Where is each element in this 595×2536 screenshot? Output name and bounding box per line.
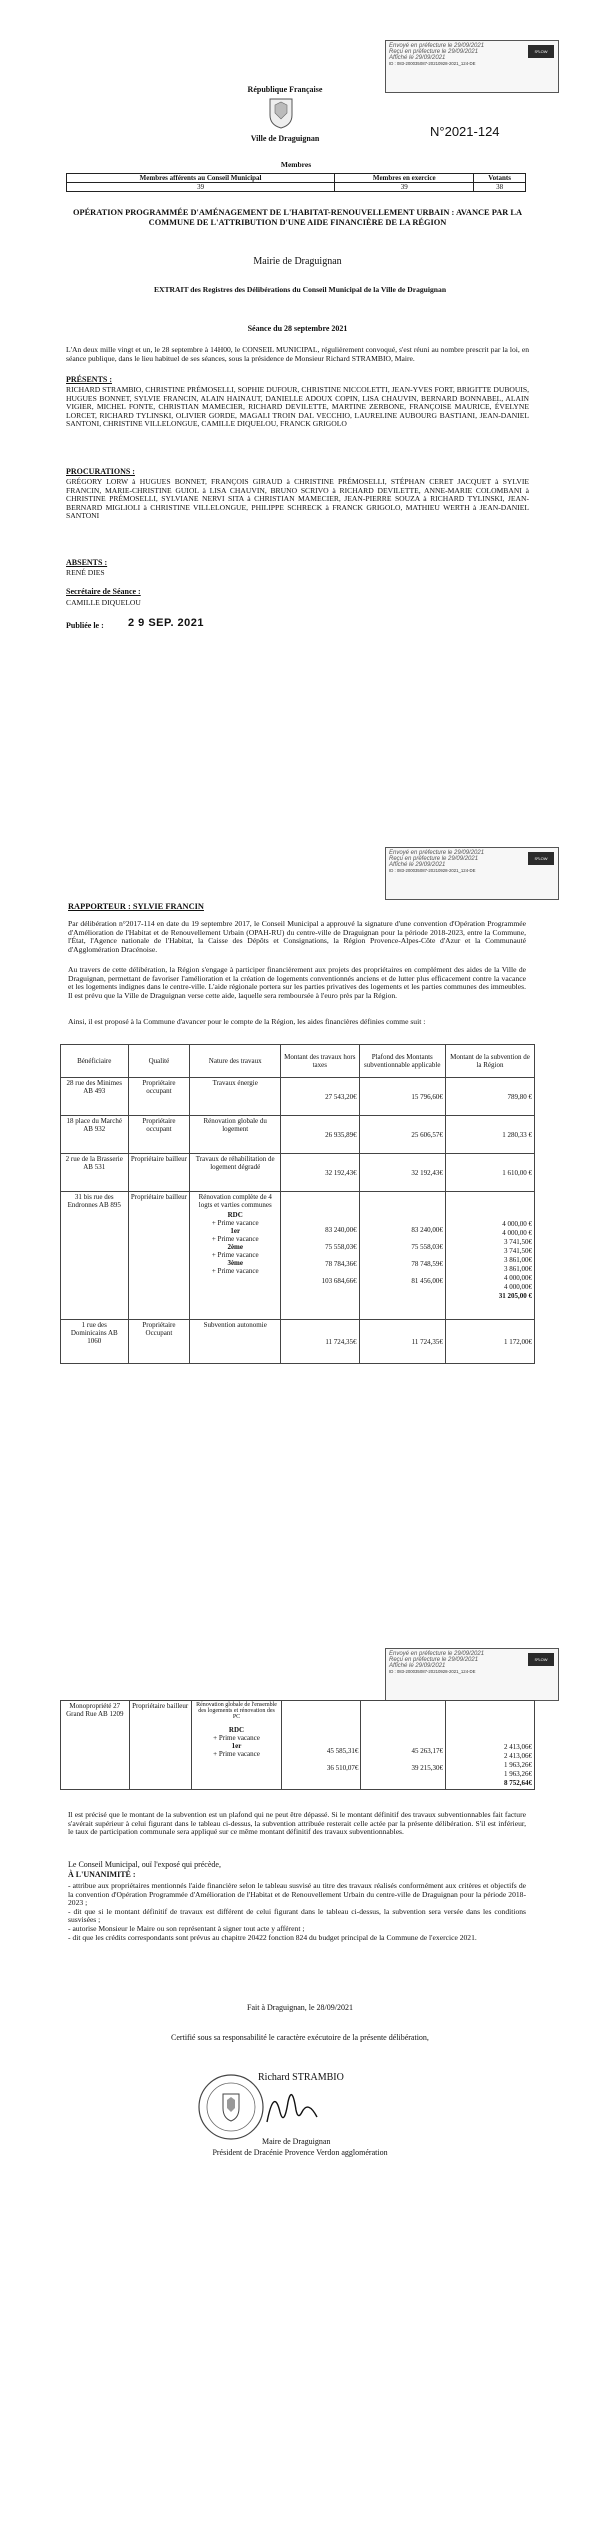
value-line: 36 510,07€ bbox=[326, 1764, 359, 1772]
paragraph-3: Ainsi, il est proposé à la Commune d'avancer pour le compte de la Région, les aides financières définies comme suit : bbox=[68, 1017, 426, 1026]
presents-label: PRÉSENTS : bbox=[66, 375, 113, 384]
column-header: Plafond des Montants subventionnable applicable bbox=[359, 1045, 445, 1078]
stamp-line: Reçu en préfecture le 29/09/2021 bbox=[389, 49, 479, 55]
cell-montant: 26 935,89€ bbox=[281, 1116, 360, 1154]
sub-line: 1er bbox=[231, 1742, 242, 1750]
official-seal-icon bbox=[196, 2072, 266, 2142]
stamp-id: ID : 083-200035087-20210928-2021_124-DE bbox=[389, 61, 476, 66]
cell-beneficiaire: 2 rue de la Brasserie AB 531 bbox=[61, 1154, 129, 1192]
stamp-line: Envoyé en préfecture le 29/09/2021 bbox=[389, 1651, 485, 1657]
sub-line: RDC bbox=[227, 1211, 243, 1219]
value-line: 2 413,06€ bbox=[504, 1752, 532, 1760]
stamp-line: Reçu en préfecture le 29/09/2021 bbox=[389, 856, 479, 862]
table-row bbox=[61, 1116, 535, 1154]
rapporteur-label: RAPPORTEUR : SYLVIE FRANCIN bbox=[68, 902, 204, 911]
cell-subvention: 1 280,33 € bbox=[445, 1116, 534, 1154]
value-line: 3 741,50€ bbox=[504, 1238, 532, 1246]
stamp-logo: S²LOW bbox=[528, 852, 554, 865]
cell-qualite: Propriétaire bailleur bbox=[128, 1154, 190, 1192]
column-header: Bénéficiaire bbox=[61, 1045, 129, 1078]
cell-qualite: Propriétaire occupant bbox=[128, 1116, 190, 1154]
cell-montant: 11 724,35€ bbox=[281, 1320, 360, 1364]
table-row bbox=[61, 1192, 535, 1320]
column-header: Montant de la subvention de la Région bbox=[445, 1045, 534, 1078]
members-value: 39 bbox=[335, 183, 474, 192]
subsidies-table-continued bbox=[60, 1700, 535, 1790]
decisions-list bbox=[68, 1882, 526, 1942]
members-title: Membres bbox=[280, 160, 312, 169]
value-line: 78 784,36€ bbox=[325, 1260, 357, 1268]
cell-subvention: 1 610,00 € bbox=[445, 1154, 534, 1192]
cell-subvention: 1 172,00€ bbox=[445, 1320, 534, 1364]
signature-icon bbox=[262, 2082, 322, 2132]
stamp-line: Affiché le 29/09/2021 bbox=[389, 55, 446, 61]
cell-subvention: 789,80 € bbox=[445, 1078, 534, 1116]
members-header: Membres en exercice bbox=[335, 174, 474, 183]
presents-list: RICHARD STRAMBIO, CHRISTINE PRÉMOSELLI, SOPHIE DUFOUR, CHRISTINE NICCOLETTI, JEAN-YVES FORT, BRIGITTE DUBOUIS, HUGUES BONNET, SYLVIE FRANCIN, ALAIN HAINAUT, DANIELLE ADOUX COPIN, LISA CHAUVIN, BERNARD BONNABEL, ALAIN VIGIER, MICHEL FONTE, CHRISTIAN MAMECIER, RICHARD DEVILETTE, MARTINE ZERBONE, FRANÇOISE MAURICE, ÉVELYNE LORCET, RICHARD TYLINSKI, OLIVIER GORDE, MAGALI TROIN DAL VECCHIO, LAURELINE AUBOURG BASTIANI, JEAN-DANIEL SANTONI, CHRISTINE VILLELONGUE, CAMILLE DIQUELOU, FRANCK GRIGOLO bbox=[66, 385, 529, 429]
cell-plafond: 25 606,57€ bbox=[359, 1116, 445, 1154]
decision-item: - dit que les crédits correspondants sont prévus au chapitre 20422 fonction 824 du budget principal de la Commune de l'exercice 2021. bbox=[68, 1932, 477, 1942]
value-line: 3 741,50€ bbox=[504, 1247, 532, 1255]
value-line: 4 000,00 € bbox=[502, 1229, 532, 1237]
table-row bbox=[61, 1078, 535, 1116]
value-line: 2 413,06€ bbox=[504, 1743, 532, 1751]
value-line: 103 684,66€ bbox=[321, 1277, 357, 1285]
row-total: 8 752,64€ bbox=[504, 1779, 532, 1787]
value-line: 45 263,17€ bbox=[411, 1747, 443, 1755]
prefecture-stamp bbox=[385, 40, 559, 93]
sub-line: 2ème bbox=[227, 1243, 243, 1251]
intro-paragraph: L'An deux mille vingt et un, le 28 septembre à 14H00, le CONSEIL MUNICIPAL, régulièrement convoqué, s'est réuni au nombre prescrit par la loi, en séance publique, dans le lieu habituel de ses séances, sous la présidence de Monsieur Richard STRAMBIO, Maire. bbox=[66, 345, 529, 363]
procurations-label: PROCURATIONS : bbox=[66, 467, 135, 476]
secretaire-name: CAMILLE DIQUELOU bbox=[66, 598, 141, 607]
value-line: 78 748,59€ bbox=[411, 1260, 443, 1268]
cell-beneficiaire: Monopropriété 27 Grand Rue AB 1209 bbox=[61, 1701, 130, 1790]
cell-plafond: 11 724,35€ bbox=[359, 1320, 445, 1364]
table-row bbox=[61, 1320, 535, 1364]
value-line: 83 240,00€ bbox=[325, 1226, 357, 1234]
cell-nature bbox=[190, 1192, 281, 1320]
members-value: 38 bbox=[474, 183, 526, 192]
fait-line: Fait à Draguignan, le 28/09/2021 bbox=[247, 2003, 353, 2012]
cell-plafond: 32 192,43€ bbox=[359, 1154, 445, 1192]
value-line: 75 558,03€ bbox=[325, 1243, 357, 1251]
row-total: 31 205,00 € bbox=[498, 1292, 532, 1300]
value-line: 39 215,30€ bbox=[411, 1764, 443, 1772]
members-value: 39 bbox=[67, 183, 335, 192]
value-line: 81 456,00€ bbox=[411, 1277, 443, 1285]
cell-subvention bbox=[445, 1701, 534, 1790]
stamp-line: Envoyé en préfecture le 29/09/2021 bbox=[389, 43, 485, 49]
value-line: 1 963,26€ bbox=[504, 1761, 532, 1769]
conseil-label: Le Conseil Municipal, ouï l'exposé qui précède, bbox=[68, 1860, 221, 1869]
unanimite-label: À L'UNANIMITÉ : bbox=[68, 1870, 136, 1879]
cell-plafond: 15 796,60€ bbox=[359, 1078, 445, 1116]
decision-item: - attribue aux propriétaires mentionnés l'aide financière selon le tableau susvisé au titre des travaux réalisés conformément aux critères et objectifs de la convention d'Opération Programmée d'Amélioration de l'Habitat et de Renouvellement Urbain du centre-ville de Draguignan pour la période 2018-2023 ; bbox=[68, 1881, 526, 1908]
extract-label: EXTRAIT des Registres des Délibérations du Conseil Municipal de la Ville de Draguignan bbox=[153, 285, 447, 294]
stamp-logo: S²LOW bbox=[528, 1653, 554, 1666]
cell-qualite: Propriétaire Occupant bbox=[128, 1320, 190, 1364]
cell-subvention bbox=[445, 1192, 534, 1320]
value-line: 83 240,00€ bbox=[411, 1226, 443, 1234]
sub-line: + Prime vacance bbox=[211, 1235, 259, 1243]
prefecture-stamp bbox=[385, 1648, 559, 1701]
value-line: 1 963,26€ bbox=[504, 1770, 532, 1778]
decision-item: - dit que si le montant définitif de travaux est différent de celui figurant dans le tableau ci-dessus, la subvention sera versée dans les conditions susvisées ; bbox=[68, 1906, 526, 1925]
stamp-id: ID : 083-200035087-20210928-2021_124-DE bbox=[389, 868, 476, 873]
cell-nature: Rénovation globale du logement bbox=[190, 1116, 281, 1154]
sub-line: 1er bbox=[230, 1227, 241, 1235]
column-header: Montant des travaux hors taxes bbox=[281, 1045, 360, 1078]
stamp-line: Affiché le 29/09/2021 bbox=[389, 862, 446, 868]
sub-line: + Prime vacance bbox=[211, 1219, 259, 1227]
paragraph-1: Par délibération n°2017-114 en date du 19 septembre 2017, le Conseil Municipal a approuvé la signature d'une convention d'Opération Programmée d'Amélioration de l'Habitat et de Renouvellement Urbain (OPAH-RU) du centre-ville de Draguignan pour la période 2018-2023, entre la Commune, l'État, l'Agence nationale de l'Habitat, la Caisse des Dépôts et Consignations, la Région Provence-Alpes-Côte d'Azur et la Communauté d'Agglomération Dracénoise. bbox=[68, 919, 526, 954]
value-line: 3 861,00€ bbox=[504, 1265, 532, 1273]
cell-beneficiaire: 31 bis rue des Endronnes AB 895 bbox=[61, 1192, 129, 1320]
paragraph-2: Au travers de cette délibération, la Région s'engage à participer financièrement aux projets des propriétaires en complément des aides de la Ville de Draguignan, permettant de favoriser l'amélioration et la création de logements conventionnés anciens et de lutter plus efficacement contre la vacance et les logements indignes dans le centre-ville. L'aide régionale portera sur les parties privatives des logements et les parties communes des immeubles. Il est prévu que la Ville de Draguignan verse cette aide, laquelle sera remboursée à l'euro près par la Région. bbox=[68, 965, 526, 1000]
cell-beneficiaire: 28 rue des Minimes AB 493 bbox=[61, 1078, 129, 1116]
cell-nature: Travaux énergie bbox=[190, 1078, 281, 1116]
sub-line: + Prime vacance bbox=[213, 1750, 260, 1758]
sub-line: RDC bbox=[228, 1726, 245, 1734]
secretaire-label: Secrétaire de Séance : bbox=[66, 587, 141, 596]
nature-text: Rénovation complète de 4 logts et varties communes bbox=[198, 1193, 272, 1209]
value-line: 4 000,00€ bbox=[504, 1274, 532, 1282]
publie-date: 2 9 SEP. 2021 bbox=[128, 617, 205, 629]
table-header-row bbox=[61, 1045, 535, 1078]
nature-text: Rénovation globale de l'ensemble des logements et rénovation des PC bbox=[196, 1702, 277, 1720]
members-table bbox=[66, 173, 526, 192]
cell-montant: 27 543,20€ bbox=[281, 1078, 360, 1116]
column-header: Nature des travaux bbox=[190, 1045, 281, 1078]
decision-text: attribue aux propriétaires mentionnés l'aide financière selon le tableau susvisé au titre des travaux réalisés conformément aux critères et objectifs de la convention d'Opération Programmée d'Amélioration de l'Habitat et de Renouvellement Urbain du centre-ville de Draguignan pour la période 2018-2023 ; bbox=[68, 1881, 526, 1908]
procurations-list: GRÉGORY LORW à HUGUES BONNET, FRANÇOIS GIRAUD à CHRISTINE PRÉMOSELLI, STÉPHAN CERET JACQUET à SYLVIE FRANCIN, MARIE-CHRISTINE GUIOL à LISA CHAUVIN, BRUNO SCRIVO à RICHARD DEVILETTE, ANNE-MARIE COLOMBANI à CHRISTINE PRÉMOSELLI, SYLVIANE NERVI SITA à CHRISTIAN MAMECIER, JEAN-PIERRE SOUZA à RICHARD TYLINSKI, JEAN-BERNARD MIGLIOLI à CHRISTINE VILLELONGUE, PHILIPPE SCHRECK à FRANCK GRIGOLO, MATHIEU WERTH à JEAN-DANIEL SANTONI bbox=[66, 477, 529, 521]
sub-line: 3ème bbox=[227, 1259, 243, 1267]
cell-beneficiaire: 1 rue des Dominicains AB 1060 bbox=[61, 1320, 129, 1364]
signer-name: Richard STRAMBIO bbox=[258, 2072, 344, 2083]
deliberation-title: OPÉRATION PROGRAMMÉE D'AMÉNAGEMENT DE L'HABITAT-RENOUVELLEMENT URBAIN : AVANCE PAR LA COMMUNE DE L'ATTRIBUTION D'UNE AIDE FINANCIÈRE DE LA RÉGION bbox=[72, 208, 523, 227]
cell-beneficiaire: 18 place du Marché AB 932 bbox=[61, 1116, 129, 1154]
city-crest-icon bbox=[268, 97, 294, 129]
table-row bbox=[61, 1154, 535, 1192]
cell-plafond bbox=[359, 1192, 445, 1320]
value-line: 4 000,00€ bbox=[504, 1283, 532, 1291]
stamp-line: Envoyé en préfecture le 29/09/2021 bbox=[389, 850, 485, 856]
cell-qualite: Propriétaire bailleur bbox=[129, 1701, 191, 1790]
sub-line: + Prime vacance bbox=[211, 1251, 259, 1259]
sub-line: + Prime vacance bbox=[213, 1734, 260, 1742]
cell-qualite: Propriétaire bailleur bbox=[128, 1192, 190, 1320]
cell-qualite: Propriétaire occupant bbox=[128, 1078, 190, 1116]
subsidies-table bbox=[60, 1044, 535, 1364]
decision-item: - autorise Monsieur le Maire ou son représentant à signer tout acte y afférent ; bbox=[68, 1923, 305, 1933]
cell-nature: Subvention autonomie bbox=[190, 1320, 281, 1364]
members-header: Membres afférents au Conseil Municipal bbox=[67, 174, 335, 183]
paragraph-4: Il est précisé que le montant de la subvention est un plafond qui ne peut être dépassé. Si le montant définitif des travaux subventionnables fait facture s'avérait supérieur à celui figurant dans le tableau ci-dessus, la subvention attribuée resterait celle actée par la présente délibération. S'il est inférieur, le taux de participation communale sera appliqué sur ce même montant définitif des travaux subventionnables. bbox=[68, 1810, 526, 1837]
absents-label: ABSENTS : bbox=[66, 558, 108, 567]
prefecture-stamp bbox=[385, 847, 559, 900]
cell-montant bbox=[282, 1701, 361, 1790]
cell-montant bbox=[281, 1192, 360, 1320]
value-line: 45 585,31€ bbox=[326, 1747, 359, 1755]
value-line: 4 000,00 € bbox=[502, 1220, 532, 1228]
sub-line: + Prime vacance bbox=[211, 1267, 259, 1275]
city-label: Ville de Draguignan bbox=[250, 134, 320, 143]
stamp-line: Reçu en préfecture le 29/09/2021 bbox=[389, 1657, 479, 1663]
stamp-line: Affiché le 29/09/2021 bbox=[389, 1663, 446, 1669]
cell-nature: Travaux de réhabilitation de logement dégradé bbox=[190, 1154, 281, 1192]
republic-label: République Française bbox=[247, 85, 323, 94]
cell-nature bbox=[191, 1701, 281, 1790]
decision-text: autorise Monsieur le Maire ou son représentant à signer tout acte y afférent ; bbox=[72, 1923, 305, 1933]
members-header: Votants bbox=[474, 174, 526, 183]
value-line: 75 558,03€ bbox=[411, 1243, 443, 1251]
certifie-line: Certifié sous sa responsabilité le caractère exécutoire de la présente délibération, bbox=[171, 2033, 429, 2042]
absents-list: RENÉ DIES bbox=[66, 568, 105, 577]
publie-label: Publiée le : bbox=[66, 621, 104, 630]
column-header: Qualité bbox=[128, 1045, 190, 1078]
stamp-id: ID : 083-200035087-20210928-2021_124-DE bbox=[389, 1669, 476, 1674]
value-line: 3 861,00€ bbox=[504, 1256, 532, 1264]
deliberation-number: N°2021-124 bbox=[430, 124, 500, 139]
stamp-logo: S²LOW bbox=[528, 45, 554, 58]
cell-montant: 32 192,43€ bbox=[281, 1154, 360, 1192]
signer-title-2: Président de Dracénie Provence Verdon agglomération bbox=[212, 2148, 388, 2157]
decision-text: dit que si le montant définitif de travaux est différent de celui figurant dans le tableau ci-dessus, la subvention sera versée dans les conditions susvisées ; bbox=[68, 1906, 526, 1925]
seance-date: Séance du 28 septembre 2021 bbox=[247, 324, 348, 333]
signer-title: Maire de Draguignan bbox=[262, 2137, 331, 2146]
decision-text: dit que les crédits correspondants sont prévus au chapitre 20422 fonction 824 du budget principal de la Commune de l'exercice 2021. bbox=[72, 1932, 477, 1942]
mairie-label: Mairie de Draguignan bbox=[253, 256, 342, 267]
table-row bbox=[61, 1701, 535, 1790]
cell-plafond bbox=[361, 1701, 446, 1790]
